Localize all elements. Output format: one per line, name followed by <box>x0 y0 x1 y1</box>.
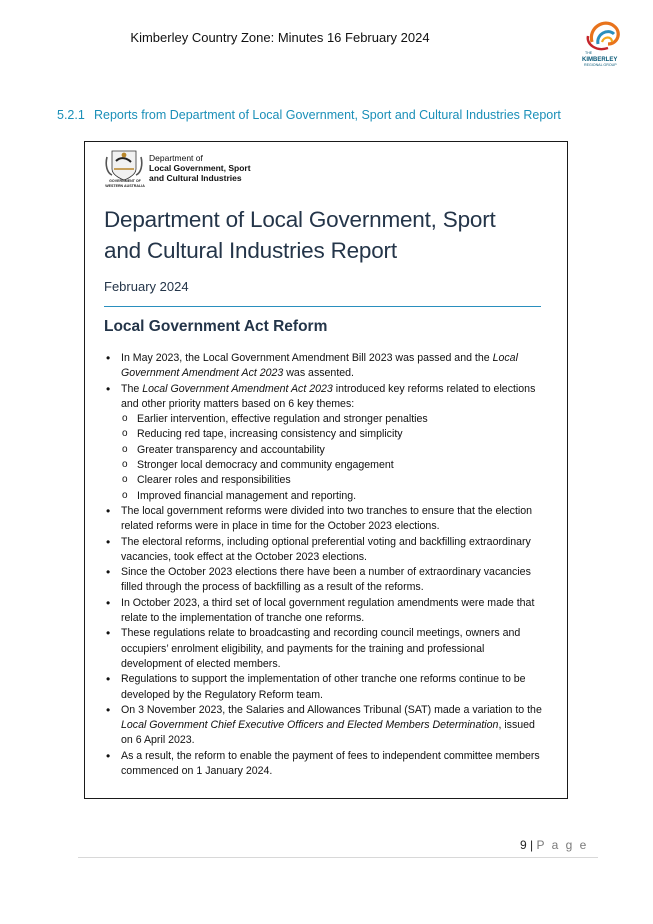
reform-bullet-list <box>104 351 546 779</box>
theme-item: o Clearer roles and responsibilities <box>121 473 546 488</box>
list-item: • Since the October 2023 elections there have been a number of extraordinary vacancies filled through the process of backfilling as a result of the reforms. <box>104 565 546 596</box>
list-item: • The Local Government Amendment Act 2023 introduced key reforms related to elections and other priority matters based on 6 key themes: o Earlier intervention, effective regulation and stronger penalties o Reducing red tape, increasing consistency and simplicity o Greater transparency and accountability o Stronger local democracy and community engagement o Clearer roles and responsibilities o Improved financial management and reporting. <box>104 382 546 504</box>
theme-item: o Stronger local democracy and community engagement <box>121 458 546 473</box>
report-date: February 2024 <box>104 279 189 294</box>
page-number: 9 | P a g e <box>520 838 589 852</box>
list-item: • On 3 November 2023, the Salaries and Allowances Tribunal (SAT) made a variation to the Local Government Chief Executive Officers and Elected Members Determination, issued on 6 April 2023. <box>104 703 546 749</box>
section-heading <box>57 108 561 122</box>
logo-text: KIMBERLEY <box>582 57 618 63</box>
department-name: Department of Local Government, Sport and Cultural Industries <box>149 153 251 183</box>
footer-divider <box>78 857 598 858</box>
kimberley-regional-group-logo <box>578 14 630 74</box>
list-item: • As a result, the reform to enable the payment of fees to independent committee members commenced on 1 January 2024. <box>104 749 546 780</box>
report-title: Department of Local Government, Sport and Cultural Industries Report <box>104 207 496 263</box>
section-title: Reports from Department of Local Government, Sport and Cultural Industries Report <box>94 108 561 122</box>
logo-small-text: THE <box>585 51 593 55</box>
divider <box>104 306 541 307</box>
theme-item: o Greater transparency and accountability <box>121 443 546 458</box>
logo-subtext: REGIONAL GROUP <box>584 63 617 67</box>
list-item: • These regulations relate to broadcasting and recording council meetings, owners and occupiers’ enrolment eligibility, and payments for the training and professional development of elected members. <box>104 626 546 672</box>
report-heading: Local Government Act Reform <box>104 318 328 335</box>
list-item: • The electoral reforms, including optional preferential voting and backfilling extraordinary vacancies, took effect at the October 2023 elections. <box>104 535 546 566</box>
list-item: • Regulations to support the implementation of other tranche one reforms continue to be developed by the Regulatory Reform team. <box>104 672 546 703</box>
list-item: • In May 2023, the Local Government Amendment Bill 2023 was passed and the Local Government Amendment Act 2023 was assented. <box>104 351 546 382</box>
report-image <box>84 141 568 799</box>
themes-list <box>121 412 546 504</box>
list-item: • In October 2023, a third set of local government regulation amendments were made that relate to the implementation of tranche one reforms. <box>104 596 546 627</box>
section-number: 5.2.1 <box>57 108 85 122</box>
crest-caption: GOVERNMENT OF WESTERN AUSTRALIA <box>105 179 145 188</box>
theme-item: o Reducing red tape, increasing consistency and simplicity <box>121 427 546 442</box>
theme-item: o Earlier intervention, effective regulation and stronger penalties <box>121 412 546 427</box>
page-header-title: Kimberley Country Zone: Minutes 16 February 2024 <box>130 30 430 45</box>
theme-item: o Improved financial management and reporting. <box>121 489 546 504</box>
list-item: • The local government reforms were divided into two tranches to ensure that the election related reforms were in place in time for the October 2023 elections. <box>104 504 546 535</box>
